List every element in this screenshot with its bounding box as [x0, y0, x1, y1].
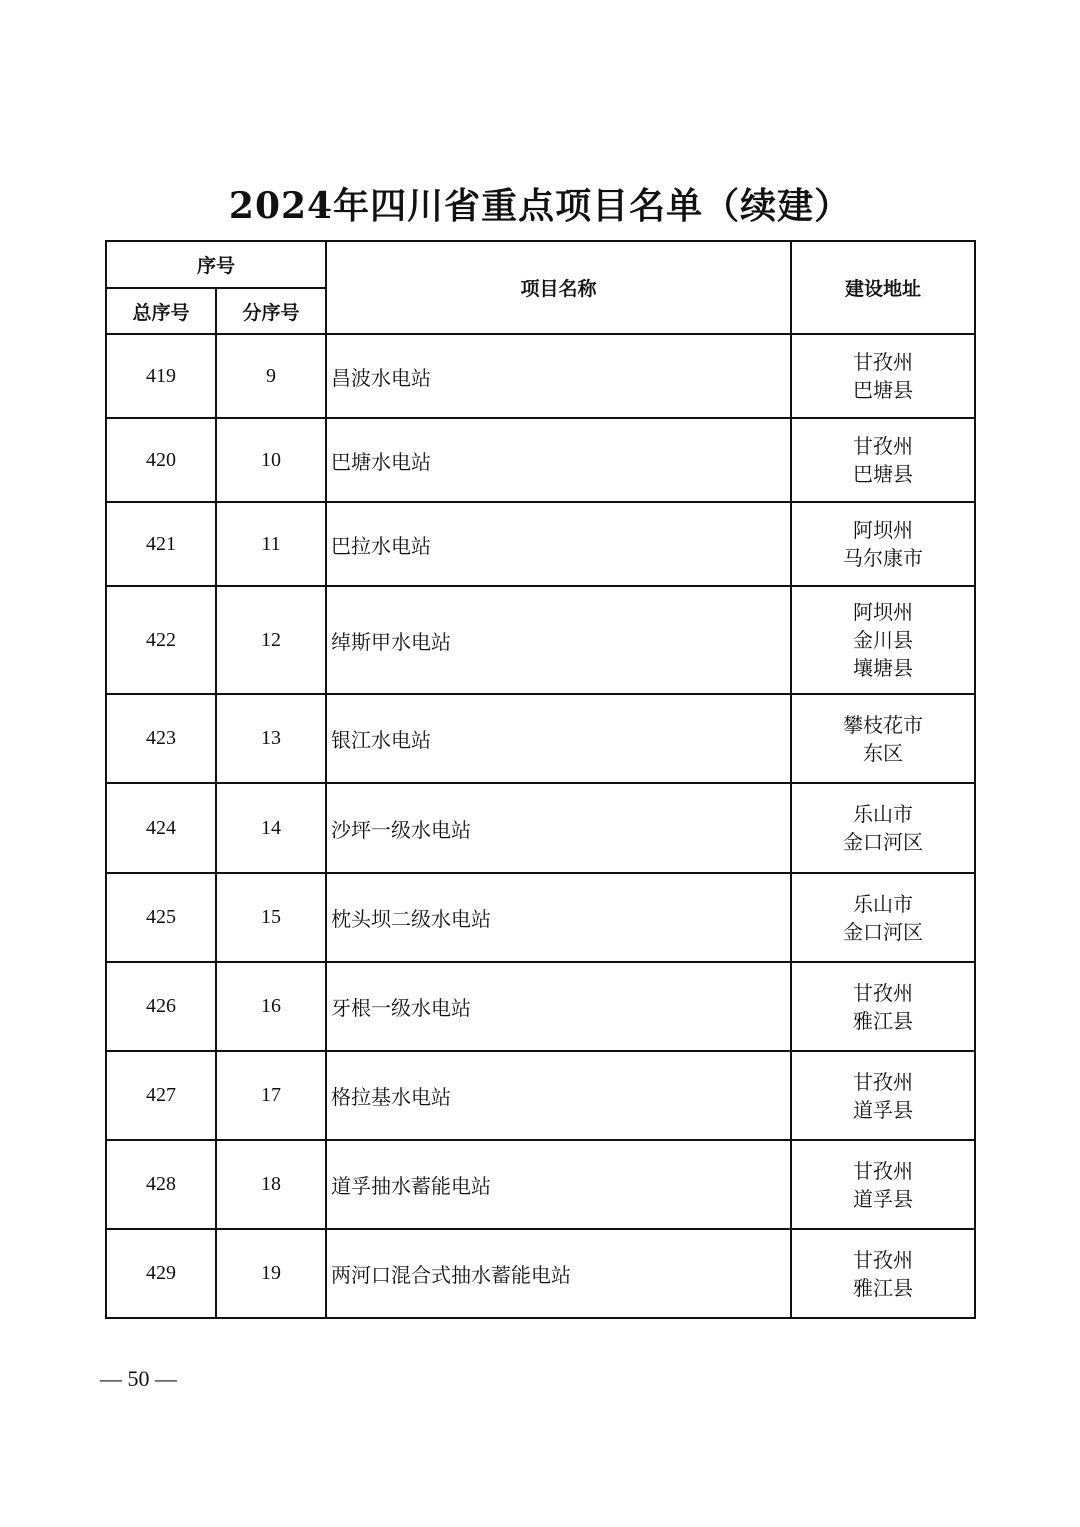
location-line: 金川县 [853, 628, 914, 652]
header-sub-seq: 分序号 [216, 288, 326, 334]
cell-total-seq: 427 [106, 1051, 216, 1140]
cell-sub-seq: 9 [216, 334, 326, 418]
cell-sub-seq: 17 [216, 1051, 326, 1140]
cell-total-seq: 428 [106, 1140, 216, 1229]
cell-sub-seq: 11 [216, 502, 326, 586]
table-row [106, 502, 975, 586]
cell-location [791, 418, 975, 502]
page-title: 2024年四川省重点项目名单（续建） [228, 185, 852, 227]
cell-total-seq: 422 [106, 586, 216, 694]
cell-location [791, 873, 975, 962]
location-line: 乐山市 [853, 802, 914, 826]
header-total-seq: 总序号 [106, 288, 216, 334]
location-line: 阿坝州 [853, 518, 914, 542]
cell-sub-seq: 18 [216, 1140, 326, 1229]
location-line: 阿坝州 [853, 600, 914, 624]
cell-location [791, 694, 975, 783]
cell-project-name: 沙坪一级水电站 [326, 783, 791, 873]
cell-location [791, 962, 975, 1051]
cell-location [791, 502, 975, 586]
cell-project-name: 格拉基水电站 [326, 1051, 791, 1140]
cell-total-seq: 429 [106, 1229, 216, 1318]
cell-total-seq: 420 [106, 418, 216, 502]
table-row [106, 694, 975, 783]
location-line: 雅江县 [853, 1008, 914, 1033]
cell-total-seq: 426 [106, 962, 216, 1051]
location-line: 雅江县 [853, 1275, 914, 1300]
header-project-name: 项目名称 [326, 241, 791, 334]
cell-project-name: 道孚抽水蓄能电站 [326, 1140, 791, 1229]
location-line: 金口河区 [843, 830, 924, 854]
cell-total-seq: 421 [106, 502, 216, 586]
cell-location [791, 783, 975, 873]
table-row [106, 873, 975, 962]
location-line: 甘孜州 [853, 980, 914, 1005]
cell-location [791, 1140, 975, 1229]
location-line: 马尔康市 [843, 546, 924, 570]
location-line: 攀枝花市 [843, 712, 924, 737]
cell-location [791, 1051, 975, 1140]
cell-project-name: 两河口混合式抽水蓄能电站 [326, 1229, 791, 1318]
cell-sub-seq: 19 [216, 1229, 326, 1318]
header-seq-group: 序号 [106, 241, 326, 288]
cell-sub-seq: 14 [216, 783, 326, 873]
cell-sub-seq: 13 [216, 694, 326, 783]
cell-sub-seq: 16 [216, 962, 326, 1051]
header-location: 建设地址 [791, 241, 975, 334]
location-line: 巴塘县 [853, 462, 914, 486]
cell-project-name: 银江水电站 [326, 694, 791, 783]
cell-total-seq: 419 [106, 334, 216, 418]
location-line: 巴塘县 [853, 378, 914, 402]
cell-total-seq: 425 [106, 873, 216, 962]
table-row [106, 418, 975, 502]
table-row [106, 783, 975, 873]
cell-project-name: 巴塘水电站 [326, 418, 791, 502]
location-line: 东区 [863, 740, 904, 765]
cell-project-name: 牙根一级水电站 [326, 962, 791, 1051]
cell-project-name: 昌波水电站 [326, 334, 791, 418]
location-line: 乐山市 [853, 891, 914, 916]
table-row [106, 1229, 975, 1318]
location-line: 甘孜州 [853, 1247, 914, 1272]
cell-total-seq: 423 [106, 694, 216, 783]
table-row [106, 586, 975, 694]
location-line: 道孚县 [853, 1186, 914, 1211]
table-row [106, 334, 975, 418]
page-number: — 50 — [100, 1366, 177, 1391]
cell-location [791, 1229, 975, 1318]
cell-sub-seq: 10 [216, 418, 326, 502]
cell-project-name: 巴拉水电站 [326, 502, 791, 586]
location-line: 甘孜州 [853, 350, 914, 374]
location-line: 道孚县 [853, 1097, 914, 1122]
location-line: 金口河区 [843, 919, 924, 944]
cell-project-name: 绰斯甲水电站 [326, 586, 791, 694]
cell-sub-seq: 12 [216, 586, 326, 694]
location-line: 甘孜州 [853, 1158, 914, 1183]
table-row [106, 962, 975, 1051]
table-row [106, 1051, 975, 1140]
cell-location [791, 334, 975, 418]
cell-location [791, 586, 975, 694]
table-row [106, 1140, 975, 1229]
location-line: 甘孜州 [853, 434, 914, 458]
cell-sub-seq: 15 [216, 873, 326, 962]
project-table [105, 240, 976, 1319]
location-line: 甘孜州 [853, 1069, 914, 1094]
cell-project-name: 枕头坝二级水电站 [326, 873, 791, 962]
location-line: 壤塘县 [853, 656, 914, 680]
cell-total-seq: 424 [106, 783, 216, 873]
